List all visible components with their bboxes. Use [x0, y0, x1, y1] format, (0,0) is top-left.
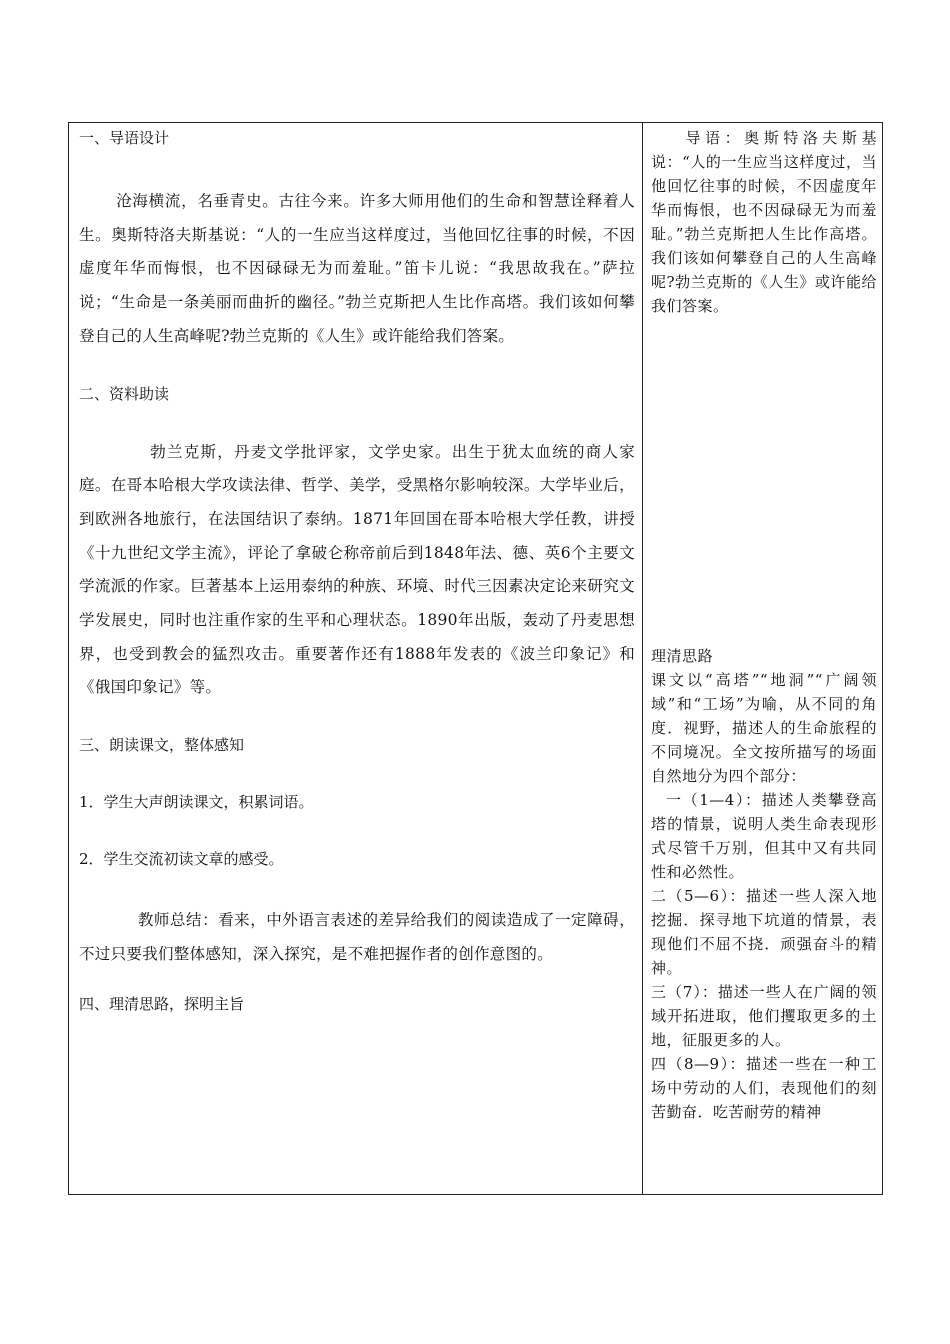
part-one-note: 一（1—4）：描述人类攀登高塔的情景，说明人类生命表现形式尽管千万别，但其中又有共同性和必然性。 — [651, 791, 877, 881]
right-column — [651, 126, 877, 1124]
intro-note: 导语：奥斯特洛夫斯基说：“人的一生应当这样度过，当他回忆往事的时候，不因虚度年华而悔恨，也不因碌碌无为而羞耻。”勃兰克斯把人生比作高塔。我们该如何攀登自己的人生高峰呢?勃兰克斯的《人生》或许能给我们答案。 — [651, 129, 877, 315]
list-item-read-aloud: 1．学生大声朗读课文，积累词语。 — [79, 793, 314, 812]
list-item-share-impressions: 2．学生交流初读文章的感受。 — [79, 850, 284, 869]
structure-summary: 课文以“高塔”“地洞”“广阔领域”和“工场”为喻，从不同的角度．视野，描述人的生命旅程的不同境况。全文按所描写的场面自然地分为四个部分： — [651, 671, 877, 785]
clarify-ideas-title: 理清思路 — [651, 647, 714, 665]
part-three-note: 三（7）：描述一些人在广阔的领域开拓进取，他们攫取更多的土地，征服更多的人。 — [651, 983, 877, 1049]
left-column — [79, 126, 635, 1016]
section-heading-reading-materials: 二、资料助读 — [79, 384, 170, 403]
section-heading-intro-design: 一、导语设计 — [79, 129, 170, 147]
part-two-note: 二（5—6）：描述一些人深入地挖掘．探寻地下坑道的情景，表现他们不屈不挠．顽强奋斗的精神。 — [651, 887, 877, 977]
teacher-summary-paragraph: 教师总结：看来，中外语言表述的差异给我们的阅读造成了一定障碍，不过只要我们整体感知，深入探究，是不难把握作者的创作意图的。 — [79, 911, 635, 963]
column-divider — [642, 122, 643, 1195]
part-four-note: 四（8—9）：描述一些在一种工场中劳动的人们，表现他们的刻苦勤奋．吃苦耐劳的精神 — [651, 1055, 877, 1121]
intro-paragraph: 沧海横流，名垂青史。古往今来。许多大师用他们的生命和智慧诠释着人生。奥斯特洛夫斯基说：“人的一生应当这样度过，当他回忆往事的时候，不因虚度年华而悔恨，也不因碌碌无为而羞耻。”笛卡儿说：“我思故我在。”萨拉说；“生命是一条美丽而曲折的幽径。”勃兰克斯把人生比作高塔。我们该如何攀登自己的人生高峰呢?勃兰克斯的《人生》或许能给我们答案。 — [79, 192, 635, 345]
author-bio-paragraph: 勃兰克斯，丹麦文学批评家，文学史家。出生于犹太血统的商人家庭。在哥本哈根大学攻读法律、哲学、美学，受黑格尔影响较深。大学毕业后，到欧洲各地旅行，在法国结识了泰纳。1871年回国在哥本哈根大学任教，讲授《十九世纪文学主流》，评论了拿破仑称帝前后到1848年法、德、英6个主要文学流派的作家。巨著基本上运用泰纳的种族、环境、时代三因素决定论来研究文学发展史，同时也注重作家的生平和心理状态。1890年出版，轰动了丹麦思想界，也受到教会的猛烈攻击。重要著作还有1888年发表的《波兰印象记》和《俄国印象记》等。 — [79, 442, 635, 697]
section-heading-clarify-ideas: 四、理清思路，探明主旨 — [79, 994, 245, 1013]
section-heading-read-aloud: 三、朗读课文，整体感知 — [79, 736, 245, 755]
